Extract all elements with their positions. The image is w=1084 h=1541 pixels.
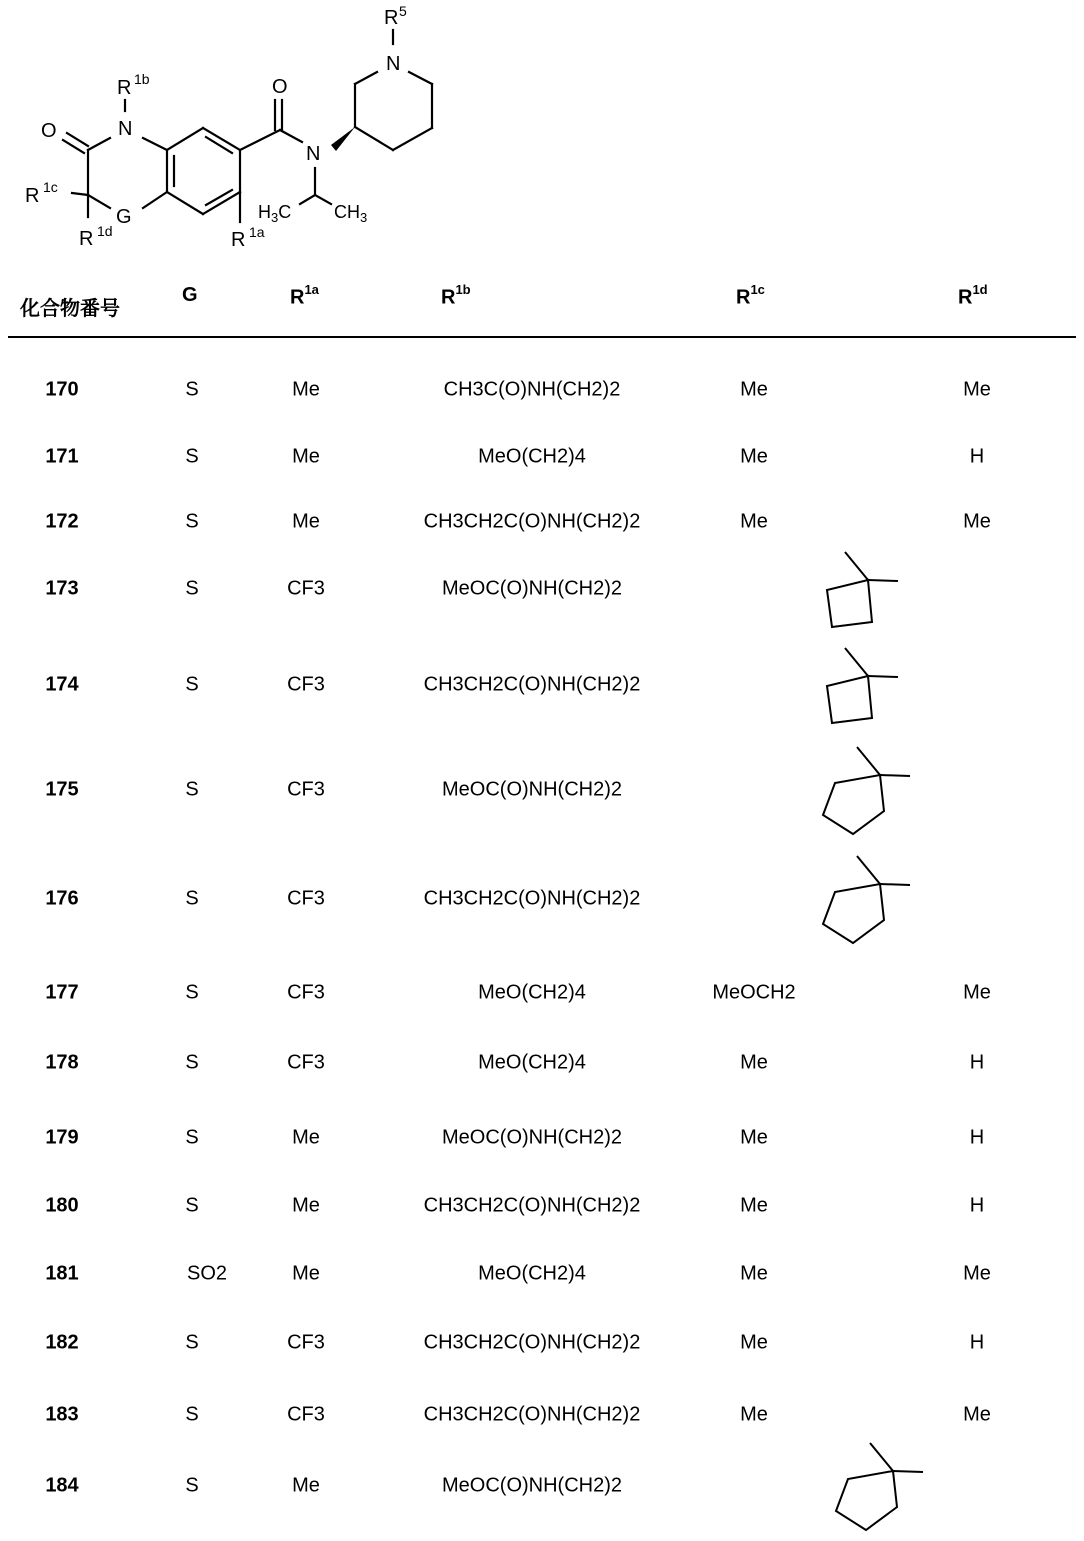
cell-g: S [185, 982, 198, 1005]
cell-r1d: Me [963, 511, 991, 534]
cell-r1b: MeO(CH2)4 [478, 982, 586, 1005]
cell-r1c: Me [740, 1332, 768, 1355]
methyl-bond [870, 1443, 893, 1471]
header-sup: 1c [750, 282, 764, 297]
cell-r1b: CH3CH2C(O)NH(CH2)2 [424, 1195, 641, 1218]
atom-n: N [386, 53, 400, 75]
cell-r1a: CF3 [287, 1404, 325, 1427]
label-r1b: R [117, 77, 131, 99]
cell-g: S [185, 511, 198, 534]
header-sup: 1b [455, 282, 470, 297]
cell-r1c: Me [740, 1404, 768, 1427]
cell-r1a: Me [292, 1127, 320, 1150]
cell-g: SO2 [187, 1263, 227, 1286]
methyl-bond [857, 747, 880, 775]
cell-r1a: CF3 [287, 888, 325, 911]
cell-r1d: H [970, 1052, 984, 1075]
cell-r1b: MeOC(O)NH(CH2)2 [442, 779, 622, 802]
cell-no: 177 [45, 982, 78, 1005]
cell-no: 172 [45, 511, 78, 534]
cell-r1b: MeOC(O)NH(CH2)2 [442, 1475, 622, 1498]
cell-r1d: H [970, 1195, 984, 1218]
header-label: R [958, 287, 972, 309]
cell-g: S [185, 888, 198, 911]
cell-g: S [185, 1195, 198, 1218]
cell-r1b: MeO(CH2)4 [478, 1052, 586, 1075]
cell-no: 179 [45, 1127, 78, 1150]
label-r1b-sup: 1b [134, 71, 150, 87]
atom-o: O [41, 120, 57, 142]
cell-r1b: CH3CH2C(O)NH(CH2)2 [424, 888, 641, 911]
cell-no: 182 [45, 1332, 78, 1355]
cell-r1a: CF3 [287, 982, 325, 1005]
methyl-bond [868, 580, 898, 581]
cell-g: S [185, 1404, 198, 1427]
label-r1d-sup: 1d [97, 223, 113, 239]
header-g [182, 284, 198, 307]
methyl-bond [845, 552, 868, 580]
ring-bonds [823, 884, 884, 943]
header-r1b [441, 284, 471, 310]
label-r1a-sup: 1a [249, 224, 265, 240]
cell-g: S [185, 379, 198, 402]
cell-r1b: MeOC(O)NH(CH2)2 [442, 578, 622, 601]
cell-no: 175 [45, 779, 78, 802]
label-r1c-sup: 1c [43, 179, 58, 195]
cell-r1d: Me [963, 1404, 991, 1427]
cell-r1d: Me [963, 379, 991, 402]
cell-r1b: MeO(CH2)4 [478, 1263, 586, 1286]
cell-r1a: Me [292, 1195, 320, 1218]
methyl-bond [868, 676, 898, 677]
cell-r1a: CF3 [287, 779, 325, 802]
header-compound-no [20, 292, 120, 321]
header-divider [8, 336, 1076, 338]
generic-structure-diagram [0, 0, 480, 262]
cell-r1a: Me [292, 446, 320, 469]
spiro-cyclobutane-ring [805, 551, 915, 651]
cell-r1d: Me [963, 982, 991, 1005]
cell-r1b: CH3CH2C(O)NH(CH2)2 [424, 1332, 641, 1355]
methyl-bond [857, 856, 880, 884]
cell-r1d: H [970, 446, 984, 469]
cell-g: S [185, 1127, 198, 1150]
cell-r1c: MeOCH2 [712, 982, 795, 1005]
cell-no: 173 [45, 578, 78, 601]
cell-r1c: Me [740, 1127, 768, 1150]
header-label: R [441, 287, 455, 309]
cell-no: 180 [45, 1195, 78, 1218]
spiro-cyclopentane-ring [805, 745, 915, 845]
header-r1d [958, 284, 988, 310]
atom-o: O [272, 76, 288, 98]
methyl-bond [845, 648, 868, 676]
label-ch3: CH3 [334, 202, 367, 225]
cell-g: S [185, 1475, 198, 1498]
atom-n: N [306, 143, 320, 165]
cell-r1c: Me [740, 1263, 768, 1286]
cell-r1b: MeO(CH2)4 [478, 446, 586, 469]
cell-r1a: CF3 [287, 1052, 325, 1075]
cell-r1d: H [970, 1127, 984, 1150]
header-label: 化合物番号 [20, 298, 120, 320]
cell-r1c: Me [740, 1052, 768, 1075]
cell-no: 170 [45, 379, 78, 402]
header-label: R [290, 287, 304, 309]
cell-r1a: CF3 [287, 1332, 325, 1355]
cell-r1d: Me [963, 1263, 991, 1286]
cell-r1b: MeOC(O)NH(CH2)2 [442, 1127, 622, 1150]
cell-no: 171 [45, 446, 78, 469]
header-sup: 1a [304, 282, 318, 297]
label-r1a: R [231, 229, 245, 251]
cell-no: 176 [45, 888, 78, 911]
header-r1a [290, 284, 319, 310]
cell-r1c: Me [740, 511, 768, 534]
cell-r1a: Me [292, 1263, 320, 1286]
header-label: R [736, 287, 750, 309]
spiro-cyclopentane-ring [805, 854, 915, 954]
cell-r1a: Me [292, 1475, 320, 1498]
cell-no: 184 [45, 1475, 78, 1498]
ring-bonds [827, 580, 872, 627]
header-r1c [736, 284, 765, 310]
ring-bonds [823, 775, 884, 834]
methyl-bond [880, 884, 910, 885]
cell-g: S [185, 578, 198, 601]
label-r1d: R [79, 228, 93, 250]
header-sup: 1d [972, 282, 987, 297]
label-r1c: R [25, 185, 39, 207]
cell-r1a: Me [292, 379, 320, 402]
cell-r1c: Me [740, 446, 768, 469]
label-r5: R [384, 7, 398, 29]
header-label: G [182, 284, 198, 306]
cell-r1b: CH3CH2C(O)NH(CH2)2 [424, 1404, 641, 1427]
cell-r1a: Me [292, 511, 320, 534]
ring-bonds [836, 1471, 897, 1530]
cell-r1b: CH3CH2C(O)NH(CH2)2 [424, 674, 641, 697]
cell-g: S [185, 1332, 198, 1355]
cell-g: S [185, 1052, 198, 1075]
cell-g: S [185, 674, 198, 697]
atom-n: N [118, 118, 132, 140]
cell-g: S [185, 446, 198, 469]
cell-r1b: CH3CH2C(O)NH(CH2)2 [424, 511, 641, 534]
spiro-cyclobutane-ring [805, 647, 915, 747]
label-h3c: H3C [258, 202, 291, 225]
cell-r1c: Me [740, 379, 768, 402]
methyl-bond [880, 775, 910, 776]
spiro-cyclopentane-ring [818, 1441, 928, 1541]
methyl-bond [893, 1471, 923, 1472]
cell-no: 174 [45, 674, 78, 697]
ring-bonds [827, 676, 872, 723]
cell-g: S [185, 779, 198, 802]
cell-r1d: H [970, 1332, 984, 1355]
cell-r1a: CF3 [287, 578, 325, 601]
cell-r1c: Me [740, 1195, 768, 1218]
atom-g: G [116, 206, 132, 228]
cell-r1b: CH3C(O)NH(CH2)2 [444, 379, 621, 402]
stereo-wedge-bond [331, 127, 355, 151]
label-r5-sup: 5 [399, 3, 407, 19]
cell-no: 181 [45, 1263, 78, 1286]
cell-r1a: CF3 [287, 674, 325, 697]
cell-no: 183 [45, 1404, 78, 1427]
cell-no: 178 [45, 1052, 78, 1075]
